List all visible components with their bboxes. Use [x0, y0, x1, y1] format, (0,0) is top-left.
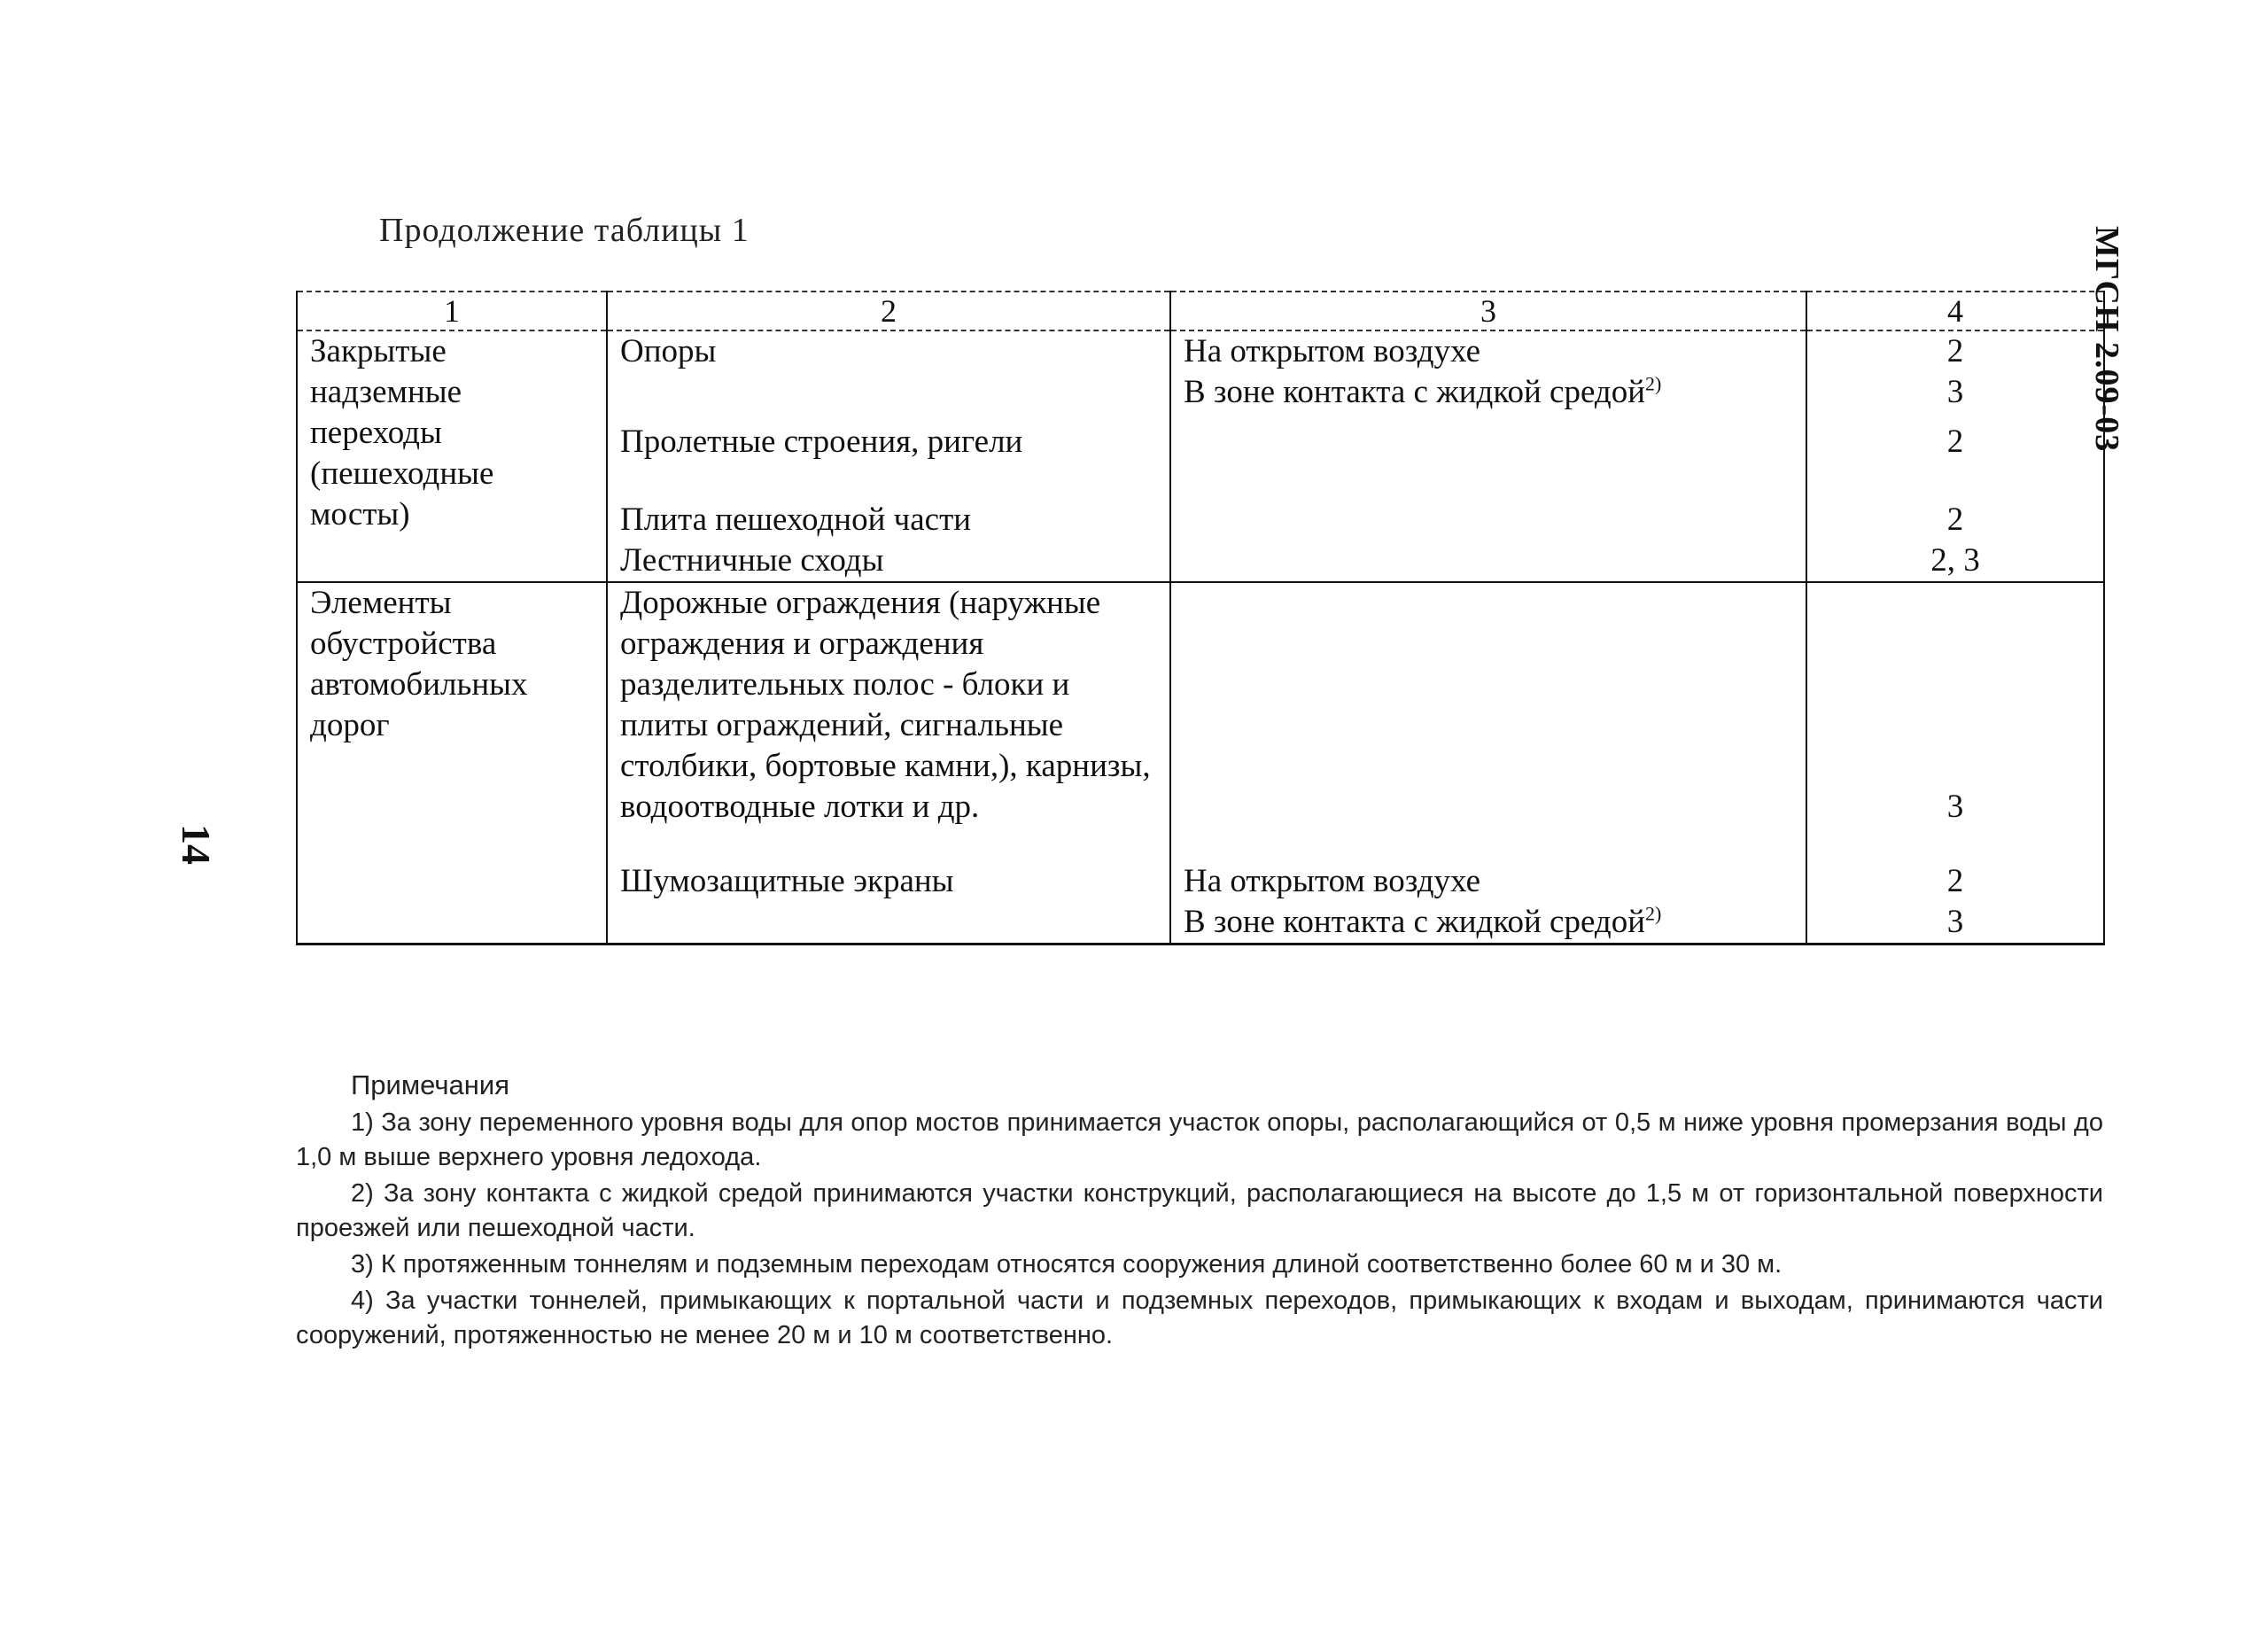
header-col-4: 4	[1806, 292, 2104, 330]
value-cell	[1806, 471, 2104, 500]
spacer-cell	[607, 471, 1170, 500]
header-col-1: 1	[297, 292, 607, 330]
note-item: 1) За зону переменного уровня воды для опор мостов принимается участок опоры, располагающийся от 0,5 м ниже уровня промерзания воды до 1,0 м выше верхнего уровня ледохода.	[296, 1108, 2103, 1171]
footnote-ref: 2)	[1645, 902, 1662, 925]
header-col-3: 3	[1170, 292, 1806, 330]
notes-title: Примечания	[351, 1069, 509, 1100]
table-row	[297, 330, 2104, 372]
element-cell: Шумозащитные экраны	[607, 861, 1170, 944]
header-col-2: 2	[607, 292, 1170, 330]
condition-cell	[1170, 540, 1806, 582]
value-cell: 2	[1806, 413, 2104, 471]
value-cell: 3	[1806, 582, 2104, 861]
condition-cell	[1170, 372, 1806, 413]
value-cell: 2, 3	[1806, 540, 2104, 582]
note-item: 2) За зону контакта с жидкой средой принимаются участки конструкций, располагающиеся на высоте до 1,5 м от горизонтальной поверхности проезжей или пешеходной части.	[296, 1179, 2103, 1242]
footnote-ref: 2)	[1645, 372, 1662, 395]
value-cell: 3	[1806, 372, 2104, 413]
condition-cell	[1170, 471, 1806, 500]
table-caption: Продолжение таблицы 1	[379, 212, 750, 249]
group-title-pedestrian-bridges: Закрытые надземные переходы (пешеходные мосты)	[297, 330, 607, 582]
note-item: 3) К протяженным тоннелям и подземным переходам относятся сооружения длиной соответственно более 60 м и 30 м.	[351, 1250, 1783, 1279]
element-cell: Опоры	[607, 330, 1170, 413]
main-table	[296, 291, 2105, 945]
document-code: МГСН 2.09-03	[2088, 226, 2125, 453]
condition-cell: На открытом воздухе	[1170, 861, 1806, 902]
condition-cell	[1170, 500, 1806, 540]
element-cell: Плита пешеходной части	[607, 500, 1170, 540]
element-cell: Лестничные сходы	[607, 540, 1170, 582]
note-item: 4) За участки тоннелей, примыкающих к портальной части и подземных переходов, примыкающих к входам и выходам, принимаются части сооружений, протяженностью не менее 20 м и 10 м соответственно.	[296, 1287, 2103, 1349]
condition-cell	[1170, 902, 1806, 944]
value-cell: 3	[1806, 902, 2104, 944]
element-cell: Пролетные строения, ригели	[607, 413, 1170, 471]
page-number: 14	[174, 824, 219, 865]
group-title-road-equipment: Элементы обустройства автомобильных дорог	[297, 582, 607, 944]
value-cell: 2	[1806, 330, 2104, 372]
notes-section	[296, 1068, 2103, 1355]
condition-text: В зоне контакта с жидкой средой	[1184, 904, 1646, 940]
condition-cell	[1170, 582, 1806, 861]
table-header-row	[297, 292, 2104, 330]
value-cell: 2	[1806, 500, 2104, 540]
condition-cell	[1170, 413, 1806, 471]
condition-cell: На открытом воздухе	[1170, 330, 1806, 372]
value-cell: 2	[1806, 861, 2104, 902]
condition-text: В зоне контакта с жидкой средой	[1184, 374, 1646, 410]
element-cell: Дорожные ограждения (наружные ограждения и ограждения разделительных полос - блоки и плиты ограждений, сигнальные столбики, бортовые камни,), карнизы, водоотводные лотки и др.	[607, 582, 1170, 861]
table-row	[297, 582, 2104, 861]
